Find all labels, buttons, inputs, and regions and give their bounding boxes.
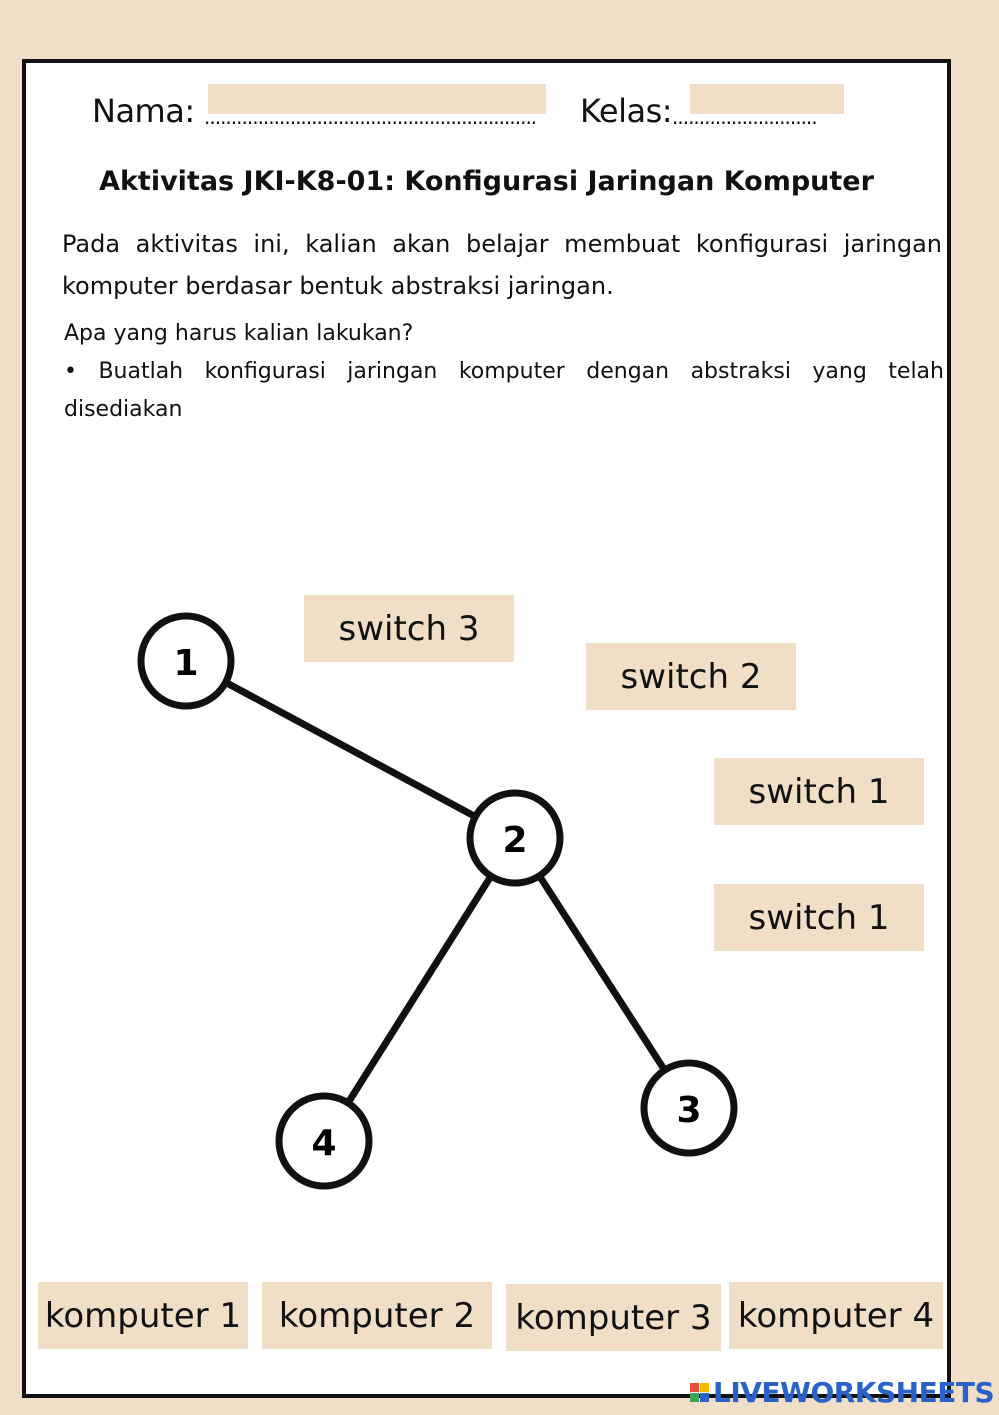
computer-tile[interactable]: komputer 3 — [506, 1284, 721, 1351]
switch-tile[interactable]: switch 2 — [586, 643, 796, 710]
liveworksheets-watermark — [690, 1376, 994, 1409]
name-label: Nama: — [92, 92, 195, 130]
instruction-text: • Buatlah konfigurasi jaringan komputer dengan abstraksi yang telah disediakan — [64, 359, 944, 422]
computer-tile[interactable]: komputer 4 — [729, 1282, 943, 1349]
class-label: Kelas: — [580, 92, 673, 130]
switch-tile[interactable]: switch 1 — [714, 884, 924, 951]
node-4-label: 4 — [311, 1123, 337, 1164]
node-3-label: 3 — [676, 1090, 702, 1131]
worksheet-sheet — [22, 59, 951, 1398]
node-4 — [279, 1096, 369, 1186]
switch-tile[interactable]: switch 1 — [714, 758, 924, 825]
node-2-label: 2 — [502, 820, 528, 861]
intro-paragraph: Pada aktivitas ini, kalian akan belajar membuat konfigurasi jaringan komputer berdasar bentuk abstraksi jaringan. — [62, 230, 942, 300]
class-dots: ........................... — [672, 105, 817, 129]
watermark-text: LIVEWORKSHEETS — [713, 1376, 995, 1409]
computer-tile[interactable]: komputer 2 — [262, 1282, 492, 1349]
name-dots: .............................................................. — [204, 105, 537, 129]
node-3 — [644, 1063, 734, 1153]
liveworksheets-logo-icon — [690, 1383, 709, 1402]
node-2 — [470, 793, 560, 883]
question-text: Apa yang harus kalian lakukan? — [64, 321, 414, 346]
edge-2-4 — [324, 838, 515, 1141]
node-1-label: 1 — [173, 643, 199, 684]
node-1 — [141, 616, 231, 706]
computer-tile[interactable]: komputer 1 — [38, 1282, 248, 1349]
page-title: Aktivitas JKI-K8-01: Konfigurasi Jaringan Komputer — [99, 166, 874, 197]
switch-tile[interactable]: switch 3 — [304, 595, 514, 662]
network-graph — [26, 63, 947, 1394]
edge-1-2 — [186, 661, 515, 838]
